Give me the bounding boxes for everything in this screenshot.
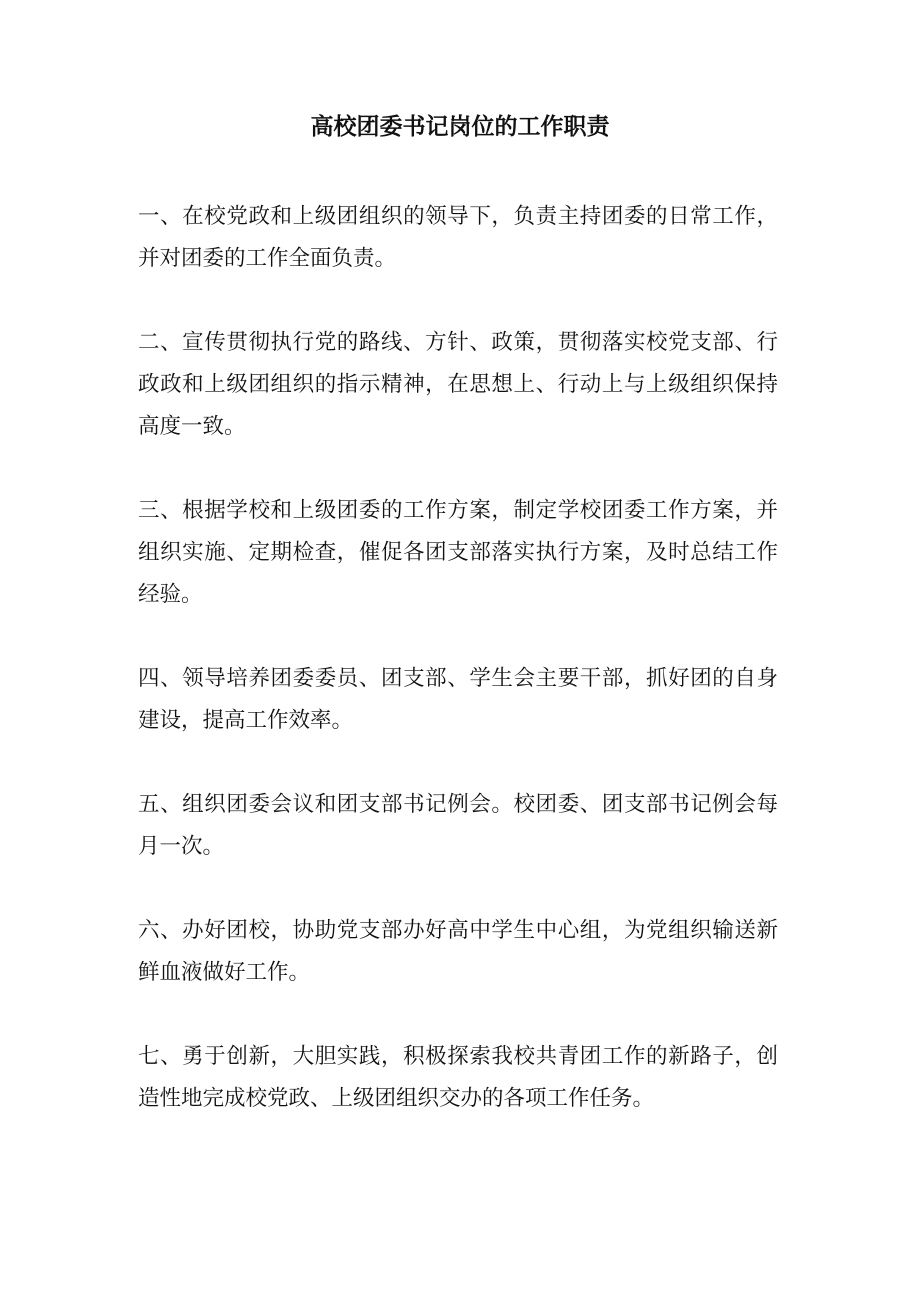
duty-paragraph-3: 三、根据学校和上级团委的工作方案，制定学校团委工作方案，并组织实施、定期检查，催促各团支部落实执行方案，及时总结工作经验。	[138, 498, 778, 607]
duty-paragraph-7: 七、勇于创新，大胆实践，积极探索我校共青团工作的新路子，创造性地完成校党政、上级团组织交办的各项工作任务。	[138, 1044, 778, 1111]
duty-paragraph-2: 二、宣传贯彻执行党的路线、方针、政策，贯彻落实校党支部、行政政和上级团组织的指示精神，在思想上、行动上与上级组织保持高度一致。	[138, 330, 778, 439]
duty-paragraph-6: 六、办好团校，协助党支部办好高中学生中心组，为党组织输送新鲜血液做好工作。	[138, 918, 778, 985]
duty-paragraph-4: 四、领导培养团委委员、团支部、学生会主要干部，抓好团的自身建设，提高工作效率。	[138, 666, 778, 733]
duty-paragraph-1: 一、在校党政和上级团组织的领导下，负责主持团委的日常工作，并对团委的工作全面负责。	[138, 204, 778, 271]
duty-paragraph-5: 五、组织团委会议和团支部书记例会。校团委、团支部书记例会每月一次。	[138, 792, 778, 859]
document-title: 高校团委书记岗位的工作职责	[310, 113, 610, 140]
